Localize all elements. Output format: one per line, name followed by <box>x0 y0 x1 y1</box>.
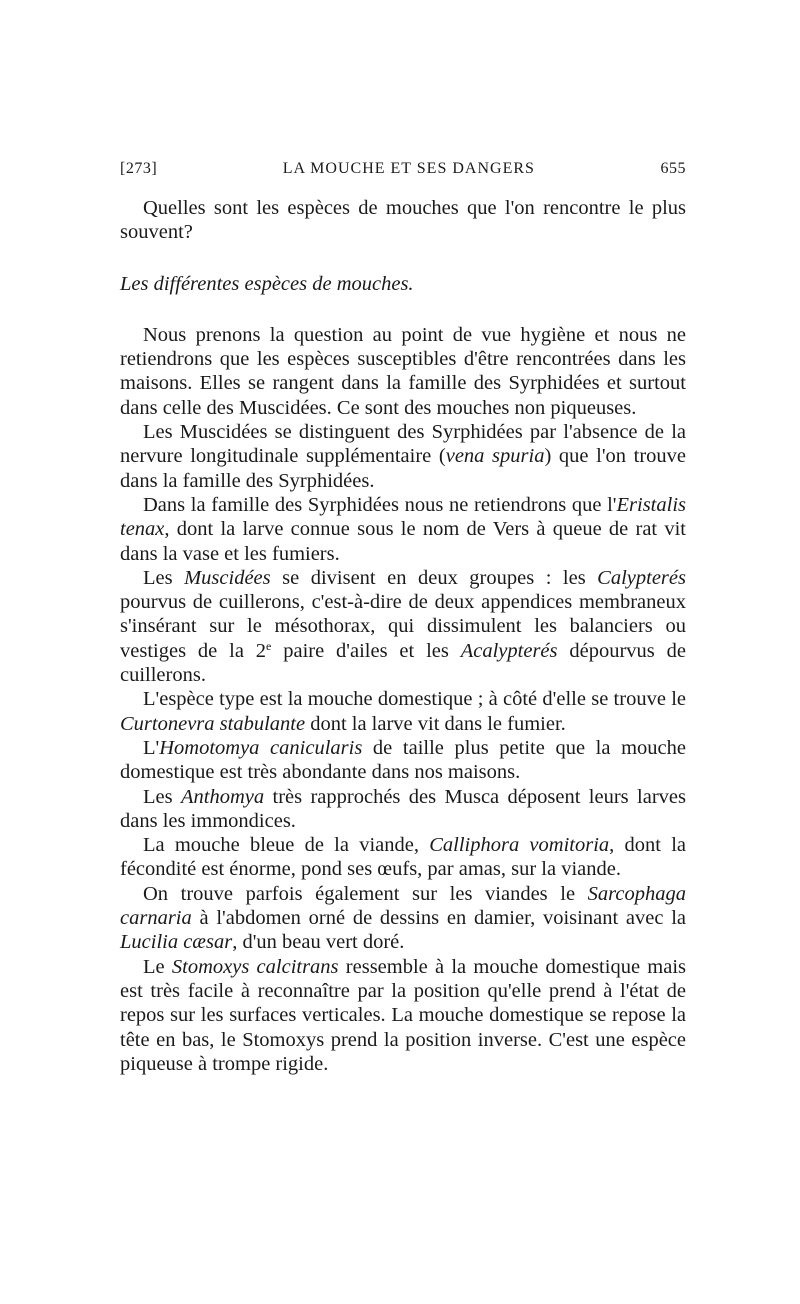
species-name: Anthomya <box>180 785 265 808</box>
section-heading: Les différentes espèces de mouches. <box>120 272 414 295</box>
species-name: Calliphora vomitoria <box>429 834 610 857</box>
group-name: Acalypterés <box>460 639 558 662</box>
paragraph: Les Muscidées se divisent en deux groupes : les Calypterés pourvus de cuillerons, c'est-à-dire de deux appendices membraneux s'insérant sur le mésothorax, qui dissimulent les balanciers ou vestiges de la 2e paire d'ailes et les Acalypterés dépourvus de cuillerons. <box>120 566 686 687</box>
paragraph: L'espèce type est la mouche domestique ; à côté d'elle se trouve le Curtonevra stabulante dont la larve vit dans le fumier. <box>120 688 686 735</box>
running-title: LA MOUCHE ET SES DANGERS <box>282 160 535 177</box>
paragraph: On trouve parfois également sur les viandes le Sarcophaga carnaria à l'abdomen orné de dessins en damier, voisinant avec la Lucilia cæsar, d'un beau vert doré. <box>120 882 686 954</box>
species-name: Curtonevra stabulante <box>120 712 306 735</box>
body-text <box>120 196 686 1076</box>
intro-paragraph: Quelles sont les espèces de mouches que l'on rencontre le plus souvent? <box>120 197 686 244</box>
paragraph: Nous prenons la question au point de vue hygiène et nous ne retiendrons que les espèces susceptibles d'être rencontrées dans les maisons. Elles se rangent dans la famille des Syrphidées et surtout dans celle des Muscidées. Ce sont des mouches non piqueuses. <box>120 323 686 419</box>
paragraph: Les Muscidées se distinguent des Syrphidées par l'absence de la nervure longitudinale supplémentaire (vena spuria) que l'on trouve dans la famille des Syrphidées. <box>120 421 687 492</box>
group-name: Calypterés <box>597 566 686 589</box>
paragraph: L'Homotomya canicularis de taille plus petite que la mouche domestique est très abondante dans nos maisons. <box>120 736 686 784</box>
species-name: Sarcophaga carnaria <box>120 882 686 930</box>
running-header <box>120 160 686 178</box>
paragraph: Les Anthomya très rapprochés des Musca déposent leurs larves dans les immondices. <box>120 785 686 832</box>
paragraph: La mouche bleue de la viande, Calliphora vomitoria, dont la fécondité est énorme, pond ses œufs, par amas, sur la viande. <box>120 834 686 881</box>
paragraph: Le Stomoxys calcitrans ressemble à la mouche domestique mais est très facile à reconnaître par la position qu'elle prend à l'état de repos sur les surfaces verticales. La mouche domestique se repose la tête en bas, le Stomoxys prend la position inverse. C'est une espèce piqueuse à trompe rigide. <box>120 955 686 1075</box>
family-name: Muscidées <box>184 566 271 589</box>
species-name: vena spuria <box>445 445 545 468</box>
page-number: 655 <box>660 160 686 177</box>
species-name: Stomoxys calcitrans <box>171 955 339 978</box>
species-name: Eristalis tenax <box>120 493 686 541</box>
species-name: Lucilia cæsar <box>120 931 233 954</box>
paragraph: Dans la famille des Syrphidées nous ne retiendrons que l'Eristalis tenax, dont la larve connue sous le nom de Vers à queue de rat vit dans la vase et les fumiers. <box>120 493 686 565</box>
section-number: [273] <box>120 160 158 177</box>
species-name: Homotomya canicularis <box>159 736 363 759</box>
